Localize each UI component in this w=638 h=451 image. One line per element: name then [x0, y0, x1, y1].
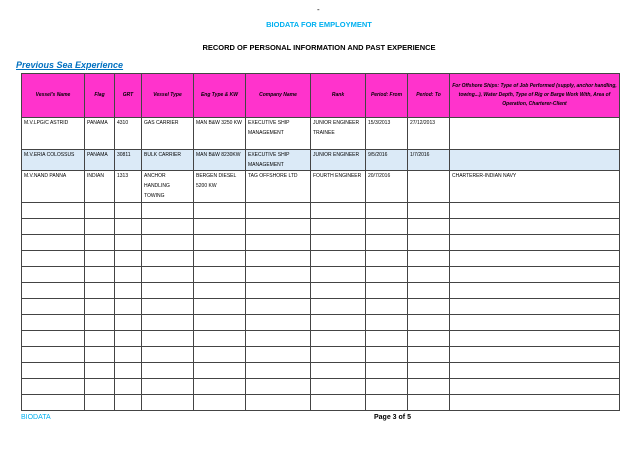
empty-cell: [85, 251, 115, 267]
table-row: [22, 171, 620, 203]
empty-cell: [311, 363, 366, 379]
col-offshore-details: For Offshore Ships: Type of Job Performed (supply, anchor handling, towing...), Water Depth, Type of Rig or Barge Work With, Area of Operation, Charterer-Client: [450, 74, 620, 118]
table-row: [22, 118, 620, 150]
empty-table-row: [22, 395, 620, 411]
empty-cell: [408, 299, 450, 315]
empty-cell: [142, 251, 194, 267]
empty-cell: [142, 363, 194, 379]
empty-cell: [115, 219, 142, 235]
empty-cell: [246, 315, 311, 331]
cell-eng-type: BERGEN DIESEL 5200 KW: [194, 171, 246, 203]
empty-cell: [311, 203, 366, 219]
empty-cell: [142, 347, 194, 363]
col-eng-type: Eng Type & KW: [194, 74, 246, 118]
cell-grt: 4310: [115, 118, 142, 150]
empty-cell: [408, 347, 450, 363]
cell-flag: INDIAN: [85, 171, 115, 203]
cell-period-from: 15/3/2013: [366, 118, 408, 150]
col-grt: GRT: [115, 74, 142, 118]
empty-cell: [85, 235, 115, 251]
empty-cell: [115, 283, 142, 299]
empty-cell: [22, 363, 85, 379]
cell-vessel-type: GAS CARRIER: [142, 118, 194, 150]
footer-label: BIODATA: [21, 414, 51, 421]
empty-cell: [450, 267, 620, 283]
empty-cell: [246, 363, 311, 379]
empty-cell: [142, 299, 194, 315]
header-mark: -: [317, 5, 320, 14]
cell-period-from: 20/7/2016: [366, 171, 408, 203]
empty-cell: [22, 395, 85, 411]
empty-cell: [311, 267, 366, 283]
empty-cell: [408, 379, 450, 395]
empty-cell: [311, 347, 366, 363]
empty-cell: [142, 379, 194, 395]
empty-cell: [115, 363, 142, 379]
page-number: Page 3 of 5: [374, 414, 411, 421]
empty-table-row: [22, 267, 620, 283]
cell-vessel-name: M.V.LPG/C ASTRID: [22, 118, 85, 150]
cell-offshore-details: [450, 150, 620, 171]
col-period-from: Period: From: [366, 74, 408, 118]
empty-cell: [22, 347, 85, 363]
cell-company: EXECUTIVE SHIP MANAGEMENT: [246, 118, 311, 150]
empty-cell: [366, 299, 408, 315]
empty-cell: [450, 379, 620, 395]
empty-cell: [194, 267, 246, 283]
empty-cell: [366, 379, 408, 395]
empty-cell: [115, 299, 142, 315]
empty-cell: [366, 235, 408, 251]
empty-table-row: [22, 363, 620, 379]
cell-eng-type: MAN B&W 3250 KW: [194, 118, 246, 150]
cell-vessel-type: BULK CARRIER: [142, 150, 194, 171]
empty-cell: [115, 395, 142, 411]
empty-cell: [450, 331, 620, 347]
empty-cell: [115, 315, 142, 331]
cell-offshore-details: [450, 118, 620, 150]
empty-cell: [246, 203, 311, 219]
cell-rank: JUNIOR ENGINEER: [311, 150, 366, 171]
empty-cell: [115, 251, 142, 267]
empty-cell: [115, 235, 142, 251]
empty-cell: [194, 219, 246, 235]
empty-table-row: [22, 347, 620, 363]
cell-vessel-type: ANCHOR HANDLING TOWING: [142, 171, 194, 203]
empty-cell: [246, 331, 311, 347]
empty-cell: [311, 299, 366, 315]
empty-cell: [194, 235, 246, 251]
empty-cell: [246, 251, 311, 267]
empty-cell: [85, 331, 115, 347]
empty-cell: [85, 267, 115, 283]
empty-table-row: [22, 219, 620, 235]
empty-cell: [142, 203, 194, 219]
empty-cell: [22, 219, 85, 235]
empty-cell: [311, 331, 366, 347]
empty-cell: [450, 315, 620, 331]
empty-cell: [194, 315, 246, 331]
empty-table-row: [22, 251, 620, 267]
empty-cell: [22, 251, 85, 267]
empty-cell: [311, 283, 366, 299]
empty-cell: [246, 267, 311, 283]
empty-cell: [408, 395, 450, 411]
empty-cell: [246, 299, 311, 315]
empty-table-row: [22, 203, 620, 219]
col-period-to: Period: To: [408, 74, 450, 118]
empty-cell: [22, 315, 85, 331]
empty-cell: [194, 203, 246, 219]
empty-cell: [85, 347, 115, 363]
cell-period-from: 9/5/2016: [366, 150, 408, 171]
empty-cell: [450, 235, 620, 251]
empty-cell: [22, 203, 85, 219]
empty-cell: [366, 267, 408, 283]
empty-cell: [85, 379, 115, 395]
empty-cell: [311, 315, 366, 331]
empty-cell: [450, 363, 620, 379]
empty-cell: [22, 267, 85, 283]
cell-period-to: 1/7/2016: [408, 150, 450, 171]
document-title: BIODATA FOR EMPLOYMENT: [266, 20, 372, 29]
cell-rank: JUNIOR ENGINEER TRAINEE: [311, 118, 366, 150]
empty-cell: [142, 331, 194, 347]
sea-experience-table: [21, 73, 620, 411]
empty-cell: [408, 331, 450, 347]
empty-cell: [366, 283, 408, 299]
cell-vessel-name: M.V.NAND PANNA: [22, 171, 85, 203]
empty-cell: [142, 219, 194, 235]
empty-cell: [194, 395, 246, 411]
empty-cell: [194, 283, 246, 299]
cell-company: TAG OFFSHORE LTD: [246, 171, 311, 203]
empty-cell: [85, 219, 115, 235]
empty-table-row: [22, 283, 620, 299]
empty-table-row: [22, 331, 620, 347]
empty-cell: [366, 251, 408, 267]
empty-cell: [408, 283, 450, 299]
col-vessel-name: Vessel's Name: [22, 74, 85, 118]
empty-cell: [311, 251, 366, 267]
empty-table-row: [22, 235, 620, 251]
empty-cell: [311, 395, 366, 411]
empty-cell: [142, 283, 194, 299]
empty-cell: [142, 395, 194, 411]
empty-cell: [408, 267, 450, 283]
empty-cell: [194, 251, 246, 267]
empty-cell: [450, 203, 620, 219]
empty-cell: [142, 315, 194, 331]
col-flag: Flag: [85, 74, 115, 118]
empty-cell: [408, 251, 450, 267]
empty-cell: [85, 283, 115, 299]
empty-cell: [22, 331, 85, 347]
empty-table-row: [22, 379, 620, 395]
cell-eng-type: MAN B&W 8230KW: [194, 150, 246, 171]
empty-cell: [366, 363, 408, 379]
empty-table-row: [22, 299, 620, 315]
col-vessel-type: Vessel Type: [142, 74, 194, 118]
empty-cell: [85, 395, 115, 411]
cell-grt: 30811: [115, 150, 142, 171]
empty-cell: [311, 235, 366, 251]
empty-cell: [450, 299, 620, 315]
empty-cell: [311, 219, 366, 235]
cell-grt: 1313: [115, 171, 142, 203]
empty-cell: [366, 395, 408, 411]
cell-offshore-details: CHARTERER-INDIAN NAVY: [450, 171, 620, 203]
empty-cell: [366, 203, 408, 219]
empty-cell: [246, 283, 311, 299]
empty-cell: [22, 283, 85, 299]
empty-cell: [85, 203, 115, 219]
empty-cell: [246, 379, 311, 395]
empty-cell: [311, 379, 366, 395]
empty-cell: [450, 347, 620, 363]
empty-cell: [194, 331, 246, 347]
empty-cell: [246, 219, 311, 235]
cell-flag: PANAMA: [85, 150, 115, 171]
col-rank: Rank: [311, 74, 366, 118]
empty-cell: [22, 379, 85, 395]
cell-flag: PANAMA: [85, 118, 115, 150]
empty-cell: [194, 363, 246, 379]
table-header-row: [22, 74, 620, 118]
empty-cell: [22, 299, 85, 315]
document-subtitle: RECORD OF PERSONAL INFORMATION AND PAST EXPERIENCE: [202, 43, 436, 52]
empty-cell: [22, 235, 85, 251]
empty-cell: [115, 331, 142, 347]
cell-rank: FOURTH ENGINEER: [311, 171, 366, 203]
empty-cell: [142, 267, 194, 283]
empty-cell: [115, 347, 142, 363]
empty-cell: [115, 203, 142, 219]
empty-cell: [450, 251, 620, 267]
empty-cell: [450, 283, 620, 299]
empty-cell: [194, 347, 246, 363]
table-row: [22, 150, 620, 171]
empty-cell: [142, 235, 194, 251]
empty-cell: [366, 219, 408, 235]
empty-table-row: [22, 315, 620, 331]
empty-cell: [85, 299, 115, 315]
cell-vessel-name: M.V.ERIA COLOSSUS: [22, 150, 85, 171]
empty-cell: [408, 203, 450, 219]
empty-cell: [85, 315, 115, 331]
empty-cell: [194, 299, 246, 315]
empty-cell: [85, 363, 115, 379]
empty-cell: [366, 331, 408, 347]
empty-cell: [408, 235, 450, 251]
empty-cell: [408, 219, 450, 235]
cell-period-to: 27/12/2013: [408, 118, 450, 150]
cell-period-to: [408, 171, 450, 203]
empty-cell: [115, 267, 142, 283]
empty-cell: [408, 315, 450, 331]
empty-cell: [246, 395, 311, 411]
cell-company: EXECUTIVE SHIP MANAGEMENT: [246, 150, 311, 171]
empty-cell: [408, 363, 450, 379]
empty-cell: [450, 395, 620, 411]
empty-cell: [450, 219, 620, 235]
empty-cell: [194, 379, 246, 395]
empty-cell: [366, 347, 408, 363]
empty-cell: [246, 235, 311, 251]
empty-cell: [115, 379, 142, 395]
empty-cell: [366, 315, 408, 331]
section-heading: Previous Sea Experience: [16, 60, 124, 70]
empty-cell: [246, 347, 311, 363]
col-company: Company Name: [246, 74, 311, 118]
